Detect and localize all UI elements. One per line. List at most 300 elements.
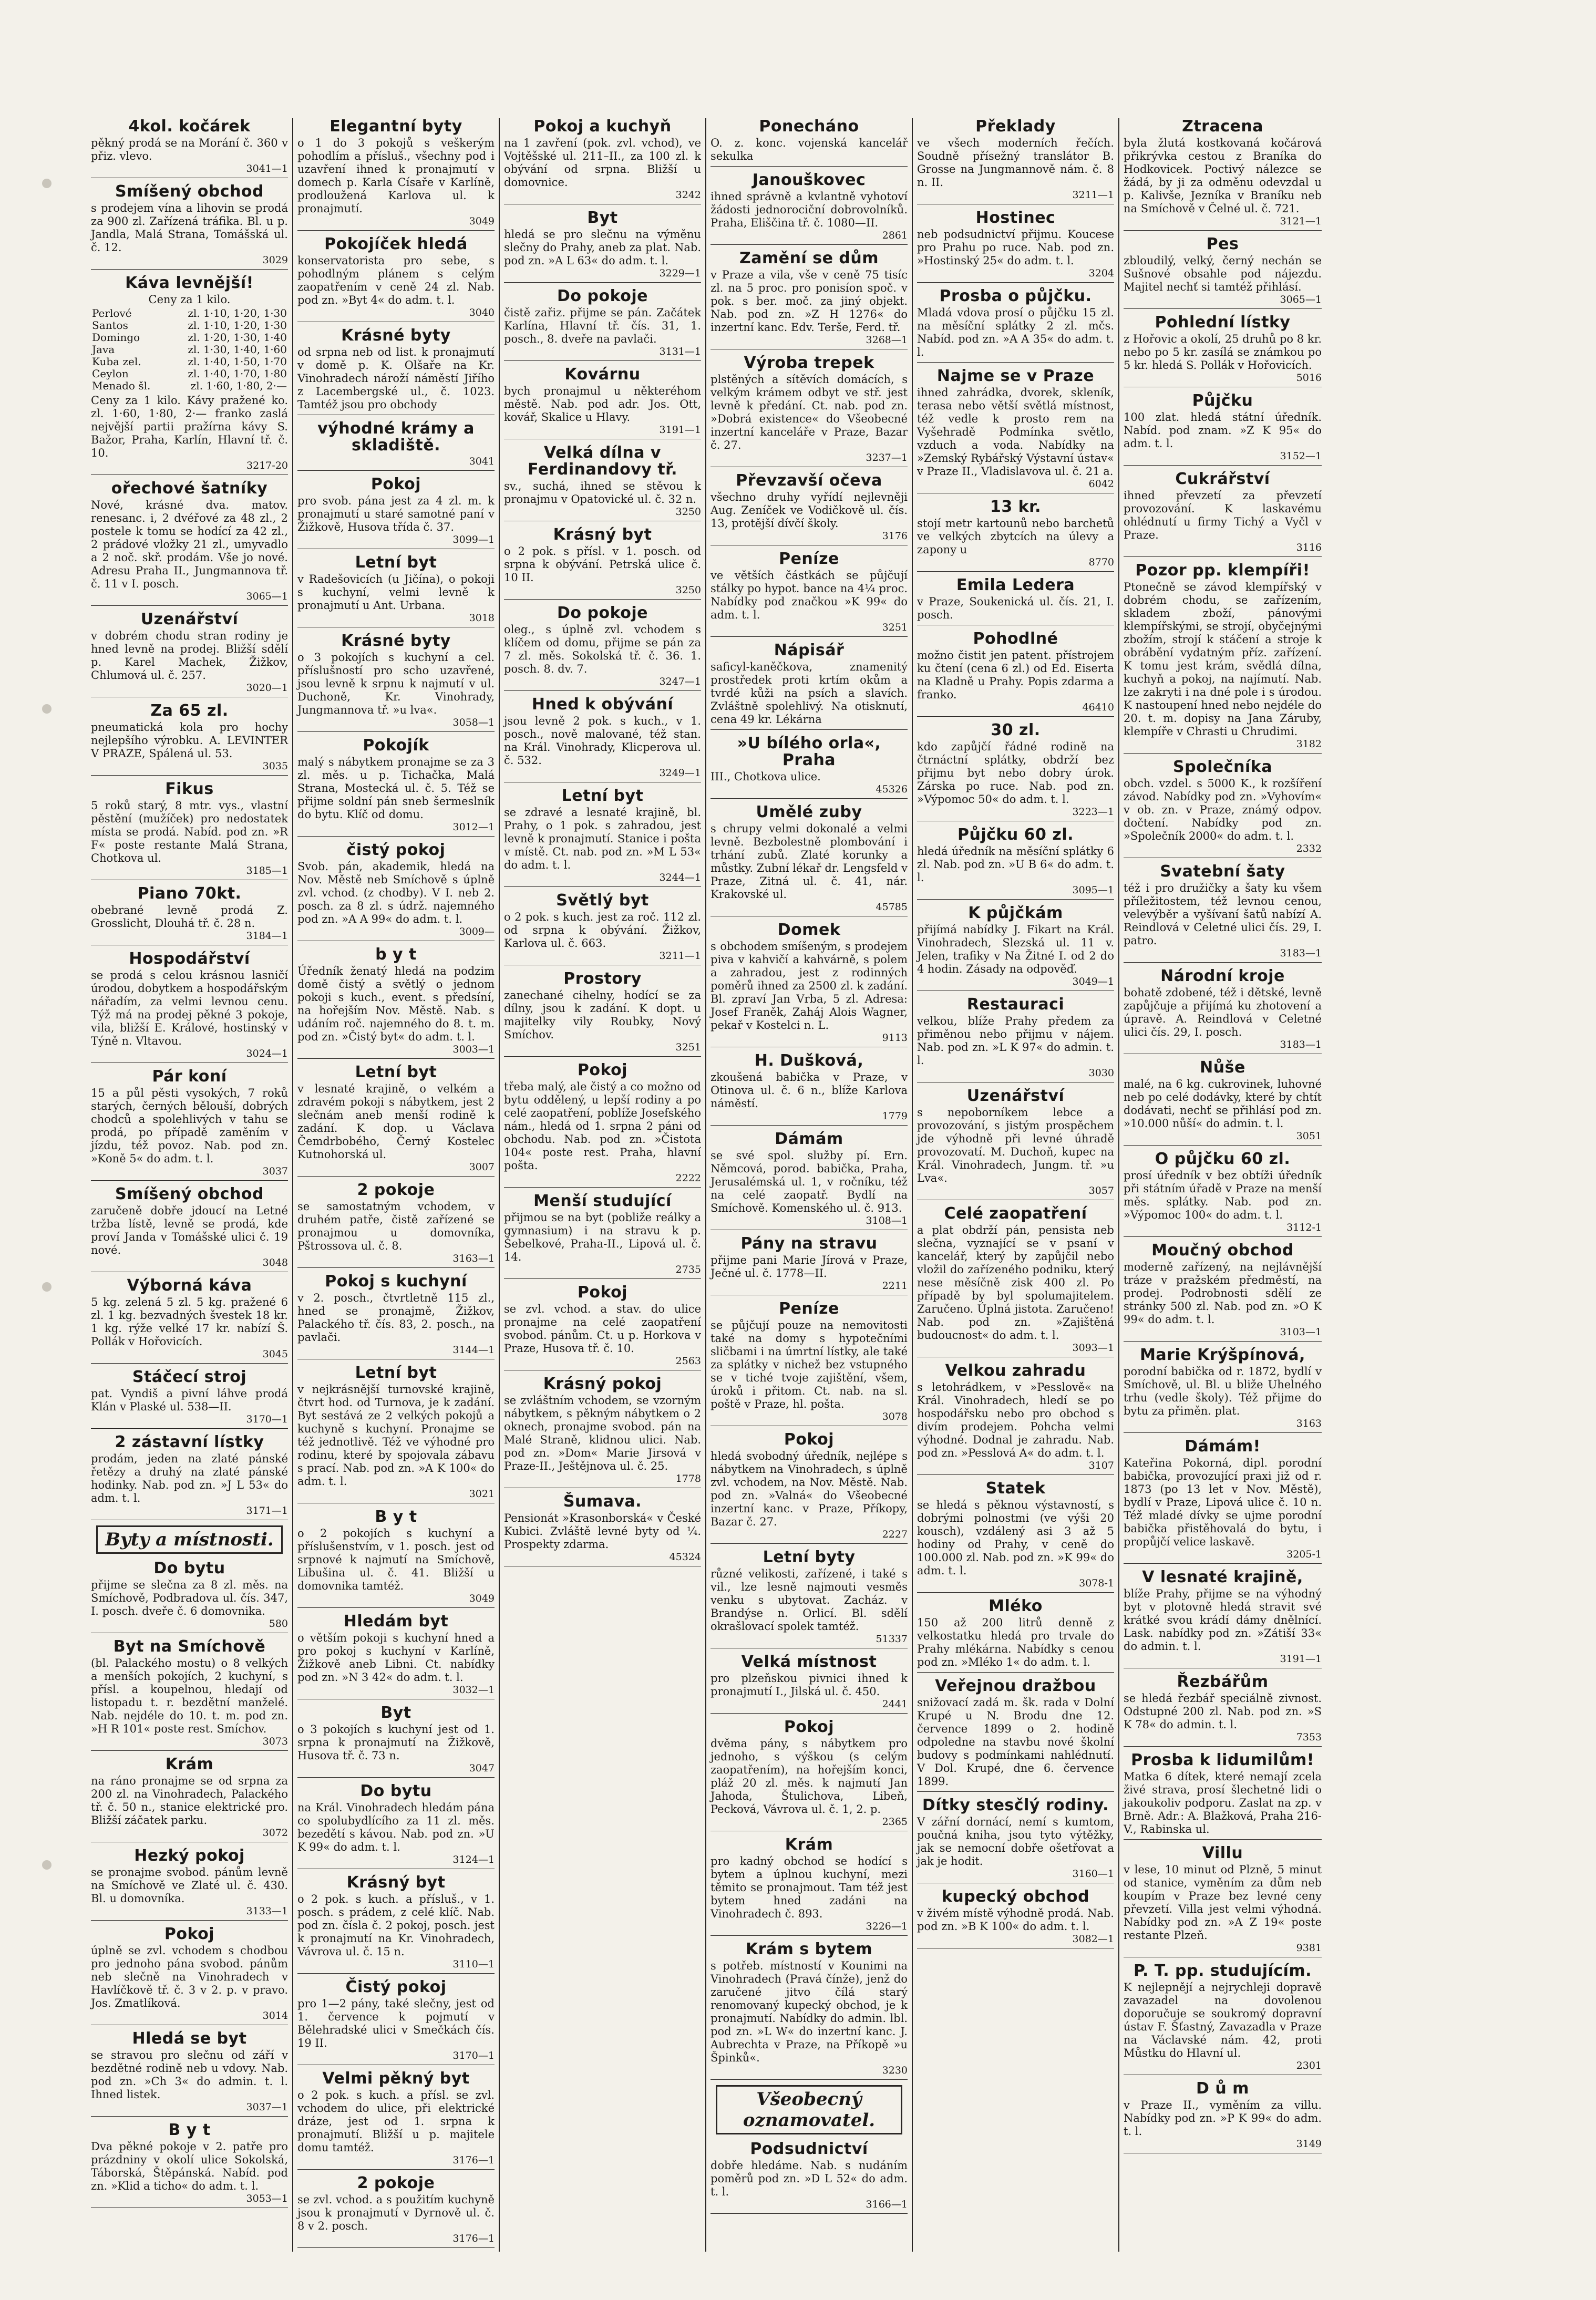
- ad-body: se své spol. služby pí. Ern. Němcová, porod. babička, Praha, Jerusalémská ul. 1, v ročníku, též na celé zaopatř. Bydlí na Smíchově. Komenského ul. č. 913.: [711, 1149, 908, 1214]
- ad-body: saficyl-kaněčkova, znamenitý prostředek proti krtím okům a tvrdé kůži na psích a slavích. Zvláštně spolehlivý. Na otisknutí, cena 49 kr. Lékárna: [711, 661, 908, 726]
- punch-hole: [42, 179, 52, 188]
- coffee-prices: zl. 1·40, 1·70, 1·80: [188, 367, 287, 380]
- classified-ad: [917, 1480, 1114, 1593]
- classified-ad: [711, 1941, 908, 2080]
- ad-heading: Velká místnost: [741, 1653, 877, 1671]
- ad-body: o 2 pok. s kuch. jest za roč. 112 zl. od srpna k obývání. Žižkov, Karlova ul. č. 663.: [504, 911, 701, 950]
- classified-ad: [297, 476, 495, 549]
- price-row: [91, 332, 288, 344]
- ad-body: se prodá s celou krásnou lasničí úrodou, dobytkem a hospodářským nářadím, za velmi levnou cenu. Týž má na prodej pěkné 3 pokoje, vila, bližší E. Králové, hostinský v Týně n. Vltavou.: [91, 969, 288, 1047]
- ad-reference-number: 3244—1: [659, 872, 701, 883]
- ad-reference-number: 2441: [882, 1698, 908, 1710]
- classified-ad: [297, 554, 495, 627]
- ad-heading: Pokoj: [164, 1925, 215, 1943]
- ad-heading: Moučný obchod: [1151, 1241, 1294, 1260]
- ad-reference-number: 3211—1: [1072, 189, 1114, 201]
- ad-body: se stravou pro slečnu od září v bezdětné rodině neb u vdovy. Nab. pod zn. »Ch 3« do admin. t. l. Ihned listek.: [91, 2049, 288, 2101]
- coffee-name: Ceylon: [92, 367, 129, 380]
- classified-ad: [91, 118, 288, 178]
- ad-body: pneumatická kola pro hochy nejlepšího výrobku. A. LEVINTER V PRAZE, Spálená ul. 53.: [91, 721, 288, 760]
- ad-reference-number: 3204: [1088, 267, 1114, 279]
- ad-reference-number: 3170—1: [452, 2050, 495, 2061]
- classified-ad: [711, 1654, 908, 1714]
- classified-ad: [297, 1365, 495, 1503]
- ad-reference-number: 3032—1: [452, 1684, 495, 1696]
- ad-body: jsou levně 2 pok. s kuch., v 1. posch., nově malované, též stan. na Král. Vinohrady, Klicperova ul. č. 532.: [504, 715, 701, 767]
- ad-body: moderně zařízený, na nejlávnější tráze v pražském předměstí, na prodej. Podrobnosti sdělí ze stránky 500 zl. Nab. pod zn. »O K 99« do adm. t. l.: [1124, 1261, 1322, 1326]
- ad-heading: Villu: [1202, 1844, 1243, 1862]
- ad-heading: Nůše: [1200, 1058, 1245, 1077]
- classified-ad: [91, 951, 288, 1063]
- classified-ad: [504, 1284, 701, 1370]
- classified-ad: [297, 2175, 495, 2248]
- classified-ad: [1124, 1347, 1322, 1433]
- ad-body: porodní babička od r. 1872, bydlí v Smíchově, ul. Bl. u bliže Uhelného trhu (vedle školy). Též přijme do bytu za přiměn. plat.: [1124, 1365, 1322, 1417]
- classified-ad: [297, 1273, 495, 1359]
- ad-body: pro 1—2 pány, také slečny, jest od 1. července k pojmutí v Bělehradské ulici v Smečkách čís. 19 II.: [297, 1997, 495, 2049]
- classified-ad: [297, 1064, 495, 1177]
- ad-reference-number: 3176: [882, 530, 908, 542]
- ad-body: O. z. konc. vojenská kancelář sekulka: [711, 137, 908, 162]
- ad-reference-number: 3183—1: [1280, 1039, 1322, 1050]
- classified-ad: [917, 1205, 1114, 1357]
- ad-body: plstěných a sítěvích domácích, s velkým krámem odbyt ve stř. jest levně k předání. Ct. nab. pod zn. »Dobrá existence« do Všeobecné inzertní kanceláře v Praze, Bazar č. 27.: [711, 373, 908, 451]
- ad-heading: b y t: [375, 945, 417, 964]
- ad-body: ihned správně a kvlantně vyhotoví žádosti jednorociční dobrovolníků. Praha, Eliščina tř. č. 1080—II.: [711, 190, 908, 229]
- ad-heading: Elegantní byty: [330, 118, 462, 136]
- ad-body: o 2 pok. s kuch. a přísluš., v 1. posch. s prádem, z celé klíč. Nab. pod zn. čísla č. 2 pokoj, posch. jest k pronajmutí na Kr. Vinohradech, Vávrova ul. č. 15 n.: [297, 1893, 495, 1958]
- classified-ad: [1124, 1438, 1322, 1564]
- classified-ad: [917, 996, 1114, 1082]
- ad-heading: Podsudnictví: [750, 2140, 868, 2158]
- ad-body: Matka 6 dítek, které nemají zcela živé strava, prosí šlechetné lidi o jakoukoliv podporu. Zaslat na zp. v Brně. Adr.: A. Blažková, Praha 216-V., Rabinska ul.: [1124, 1770, 1322, 1835]
- ad-reference-number: 3053—1: [246, 2193, 288, 2204]
- ad-reference-number: 3078-1: [1079, 1577, 1114, 1589]
- ad-heading: Statek: [985, 1479, 1046, 1498]
- ad-reference-number: 3024—1: [246, 1048, 288, 1059]
- ad-body: v Radešovicích (u Jičína), o pokoji s kuchyní, velmi levně k pronajmutí u Ant. Urbana.: [297, 573, 495, 612]
- ad-heading: Mléko: [989, 1597, 1043, 1615]
- classified-ad: [1124, 314, 1322, 387]
- coffee-prices: zl. 1·60, 1·80, 2·—: [190, 379, 287, 392]
- classified-ad: [711, 355, 908, 467]
- ad-reference-number: 3045: [262, 1348, 288, 1360]
- ad-heading: Letní byt: [355, 1364, 437, 1382]
- classified-ad: [1124, 471, 1322, 557]
- classified-ad: [1124, 1242, 1322, 1342]
- ad-reference-number: 3112-1: [1286, 1222, 1322, 1233]
- classified-ad: [91, 885, 288, 945]
- ad-reference-number: 3116: [1296, 542, 1322, 553]
- ad-heading: Fikus: [165, 780, 214, 798]
- ad-body: úplně se zvl. vchodem s chodbou pro jednoho pána svobod. pánům neb slečně na Vinohradech v Havlíčkově tř. č. 3 v 2. p. v pravo. Jos. Zmatlíková.: [91, 1944, 288, 2009]
- classified-ad: [91, 2030, 288, 2117]
- coffee-prices: zl. 1·10, 1·20, 1·30: [188, 319, 287, 332]
- ad-reference-number: 3170—1: [246, 1414, 288, 1425]
- ad-body: se zvl. vchod. a stav. do ulice pronajme na celé zaopatření svobod. pánům. Ct. u p. Horkova v Praze, Husova tř. č. 10.: [504, 1303, 701, 1355]
- classified-ad: [1124, 118, 1322, 231]
- ad-body: a plat obdrží pán, pensista neb slečna, vyznající se v psaní v kancelář, který by zapůjčil nebo vložil do zařízeného podniku, který nese měsíčně zisk 400 zl. Po případě by byl spolumajitelem. Zaručeno. Úplná jistota. Zaručeno! Nab. pod zn. »Zajištěná budoucnost« do adm. t. l.: [917, 1224, 1114, 1342]
- ad-reference-number: 3163: [1296, 1418, 1322, 1429]
- price-row: [91, 319, 288, 332]
- ad-reference-number: 3029: [262, 254, 288, 266]
- ad-body: konservatorista pro sebe, s pohodlným plánem s celým zaopatřením v ceně 24 zl. Nab. pod zn. »Byt 4« do adm. t. l.: [297, 254, 495, 306]
- ad-body: bych pronajmul u některéhom městě. Nab. pod adr. Jos. Ott, kovář, Skalice u Hlavy.: [504, 385, 701, 424]
- ad-body: s chrupy velmi dokonalé a velmi levně. Bezbolestně plombování i trhání zubů. Zlaté korunky a můstky. Zubní lékař dr. Lengsfeld v Praze, Zitná ul. č. 41, nár. Krakovské ul.: [711, 822, 908, 901]
- ad-body: v 2. posch., čtvrtletně 115 zl., hned se pronajmě, Žižkov, Palackého tř. čís. 83, 2. posch., na pavlači.: [297, 1292, 495, 1344]
- classified-ad: [711, 1235, 908, 1295]
- ad-body: též i pro družičky a šaty ku všem příležitostem, též levnou cenou, velevýběr a vyšívaní šatů nabízí A. Reindlová v Celetné ulici čís. 29, I. patro.: [1124, 882, 1322, 947]
- ad-reference-number: 3185—1: [246, 865, 288, 876]
- coffee-name: Menado šl.: [92, 379, 151, 392]
- ad-heading: Pokojíček hledá: [324, 235, 468, 253]
- ad-body: od srpna neb od list. k pronajmutí v domě p. K. Olšaře na Kr. Vinohradech nároží náměstí Jiřího z Lacembergské ul., č. 1023. Tamtéž jsou pro obchody: [297, 346, 495, 411]
- ad-heading: Celé zaopatření: [944, 1204, 1087, 1223]
- ad-body: v Praze II., vyměním za villu. Nabídky pod zn. »P K 99« do adm. t. l.: [1124, 2099, 1322, 2138]
- ad-reference-number: 1778: [675, 1473, 701, 1484]
- ad-reference-number: 3205-1: [1286, 1549, 1322, 1560]
- ad-body: Ceny za 1 kilo. Kávy pražené ko. zl. 1·60, 1·80, 2·— franko zaslá nejvější partii pražírna kávy S. Bažor, Praha, Karlín, Hlavní tř. č. 10.: [91, 394, 288, 459]
- classified-ad: [91, 183, 288, 270]
- ad-body: hledá úředník na měsíční splátky 6 zl. Nab. pod zn. »U B 6« do adm. t. l.: [917, 845, 1114, 884]
- ad-heading: Veřejnou dražbou: [935, 1677, 1096, 1695]
- ad-reference-number: 2301: [1296, 2060, 1322, 2071]
- classified-ad: [297, 1979, 495, 2065]
- ad-heading: Uzenářství: [966, 1087, 1065, 1105]
- ad-reference-number: 3058—1: [452, 717, 495, 728]
- classified-ad: [91, 275, 288, 475]
- ad-body: se zdravé a lesnaté krajině, bl. Prahy, o 1 pok. s zahradou, jest levně k pronajmutí. Stanice i pošta v místě. Ct. nab. pod zn. »M L 53« do adm. t. l.: [504, 806, 701, 871]
- punch-hole: [42, 704, 52, 714]
- ad-heading: Prostory: [563, 969, 642, 988]
- classified-ad: [297, 1182, 495, 1268]
- ad-body: hledá se pro slečnu na výměnu slečny do Prahy, aneb za plat. Nab. pod zn. »A L 63« do adm. t. l.: [504, 228, 701, 267]
- classified-ad: [297, 1874, 495, 1974]
- ad-reference-number: 3182: [1296, 738, 1322, 750]
- ad-reference-number: 2365: [882, 1816, 908, 1828]
- classified-ad: [711, 1549, 908, 1648]
- ad-body: přijmou se na byt (pobliže reálky a gymnasium) i na stravu k p. Šebelkové, Praha-II., Lipová ul. č. 14.: [504, 1211, 701, 1263]
- ad-heading: Janouškovec: [752, 171, 866, 189]
- ad-heading: Nápisář: [774, 641, 845, 659]
- price-row: [91, 356, 288, 368]
- ad-heading: K půjčkám: [968, 904, 1063, 922]
- ad-body: z Hořovic a okolí, 25 druhů po 8 kr. nebo po 5 kr. zasílá se známkou po 5 kr. hledá S. Pollák v Hořovicích.: [1124, 333, 1322, 372]
- classified-ad: [91, 2122, 288, 2208]
- ad-reference-number: 580: [269, 1618, 288, 1629]
- ad-reference-number: 3176—1: [452, 2233, 495, 2244]
- classified-ad: [504, 288, 701, 361]
- ad-heading: Restauraci: [966, 995, 1065, 1014]
- ad-heading: Káva levnější!: [125, 274, 254, 292]
- column-4: [706, 118, 913, 2252]
- ad-heading: Uzenářství: [140, 610, 239, 628]
- ad-body: o 2 pok. s kuch. a přísl. se zvl. vchodem do ulice, při elektrické dráze, jest od 1. srpna k pronajmutí. Bližší u p. majitele domu tamtéž.: [297, 2089, 495, 2154]
- classified-ad: [711, 250, 908, 349]
- ad-body: neb podsudnictví přijmu. Koucese pro Prahu po ruce. Nab. pod zn. »Hostinský 25« do adm. t. l.: [917, 228, 1114, 267]
- classified-ad: [297, 1613, 495, 1699]
- ad-body: různé velikosti, zařízené, i také s vil., lze lesně najmouti vesměs venku s ubytovat. Zacház. v Brandýse n. Orlicí. Bl. sdělí okrašlovací spolek tamtéž.: [711, 1567, 908, 1633]
- classified-ad: [711, 551, 908, 637]
- classified-ad: [297, 946, 495, 1059]
- ad-reference-number: 3040: [469, 307, 495, 318]
- ad-body: bohatě zdobené, též i dětské, levně zapůjčuje a přijímá ku zhotovení a úpravě. A. Reindlová v Celetné ulici čís. 29, I. posch.: [1124, 986, 1322, 1038]
- ad-reference-number: 3249—1: [659, 767, 701, 779]
- classified-ad: [711, 1053, 908, 1126]
- ad-body: Úředník ženatý hledá na podzim domě čistý a světlý o jednom pokoji s kuch., event. s předsíní, na hořejším Nov. Městě. Nab. s udáním roč. najemného do 8. t. m. pod zn. »Čistý byt« do adm. t. l.: [297, 965, 495, 1043]
- ad-body: zanechané cihelny, hodící se za dílny, jsou k zadání. K dopt. u majitelky vily Roubky, Nový Smíchov.: [504, 989, 701, 1041]
- ad-reference-number: 3012—1: [452, 821, 495, 833]
- ad-reference-number: 3184—1: [246, 930, 288, 942]
- ad-reference-number: 3095—1: [1072, 884, 1114, 896]
- price-row: [91, 307, 288, 319]
- classified-ad: [917, 577, 1114, 625]
- classified-ad: [917, 1598, 1114, 1673]
- ad-heading: Letní byt: [355, 553, 437, 572]
- classified-ad: [1124, 2080, 1322, 2153]
- classified-ad: [917, 905, 1114, 991]
- ad-heading: Byt: [587, 209, 618, 227]
- ad-heading: Krám s bytem: [745, 1940, 873, 1958]
- ad-body: na 1 zavření (pok. zvl. vchod), ve Vojtěšské ul. 211–II., za 100 zl. k obývání od srpna. Bližší u domovnice.: [504, 137, 701, 189]
- ad-body: hledá svobodný úředník, nejlépe s nábytkem na Vinohradech, s úplně zvl. vchodem, na Nov. Městě. Nab. pod zn. »Valná« do Všeobecné inzertní kanc. v Praze, Příkopy, Bazar č. 27.: [711, 1450, 908, 1528]
- ad-heading: Světlý byt: [556, 891, 649, 910]
- ad-reference-number: 3242: [675, 189, 701, 201]
- ad-heading: Cukrářství: [1175, 470, 1270, 488]
- ad-body: přijme pani Marie Jírová v Praze, Ječné ul. č. 1778—II.: [711, 1254, 908, 1280]
- ad-heading: Pozor pp. klempíři!: [1135, 561, 1310, 580]
- classified-ad: [711, 1301, 908, 1426]
- ad-heading: Výroba trepek: [744, 354, 874, 372]
- classified-ad: [917, 118, 1114, 204]
- coffee-name: Kuba zel.: [92, 355, 141, 368]
- classified-ad: [1124, 1674, 1322, 1747]
- classified-columns: [87, 118, 1535, 2252]
- classified-ad: [91, 781, 288, 880]
- ad-heading: 13 kr.: [990, 498, 1042, 516]
- classified-ad: [1124, 1752, 1322, 1840]
- ad-heading: 2 pokoje: [357, 2174, 435, 2192]
- ad-heading: Pár koní: [152, 1067, 227, 1086]
- ad-heading: Emila Ledera: [956, 576, 1075, 594]
- ad-body: ve všech moderních řečích. Soudně přísežný translátor B. Grosse na Jungmannově nám. č. 8 n. II.: [917, 137, 1114, 189]
- ad-heading: Byt: [380, 1704, 411, 1722]
- ad-heading: P. T. pp. studujícím.: [1133, 1962, 1312, 1980]
- page-margin-holes: [42, 21, 63, 2281]
- ad-heading: Pány na stravu: [740, 1234, 878, 1253]
- classified-ad: [1124, 1151, 1322, 1237]
- classified-ad: [711, 1431, 908, 1544]
- ad-reference-number: 3073: [262, 1736, 288, 1747]
- ad-heading: Piano 70kt.: [137, 884, 242, 903]
- ad-heading: Prosba k lidumilům!: [1131, 1751, 1314, 1769]
- classified-ad: [917, 368, 1114, 493]
- ad-reference-number: 3065—1: [246, 591, 288, 602]
- classified-ad: [711, 642, 908, 730]
- ad-heading: Půjčku 60 zl.: [957, 826, 1074, 844]
- ad-reference-number: 3099—1: [452, 534, 495, 545]
- ad-heading: Velká dílna v Ferdinandovy tř.: [527, 444, 678, 479]
- classified-ad: [91, 1434, 288, 1520]
- classified-ad: [504, 366, 701, 439]
- ad-body: o 1 do 3 pokojů s veškerým pohodlím a přísluš., všechny pod i uzavření ihned k pronajmutí v domech p. Karla Císaře v Karlíně, prodloužená Karlova ul. k pronajmutí.: [297, 137, 495, 215]
- ad-reference-number: 51337: [876, 1633, 908, 1645]
- classified-ad: [711, 735, 908, 799]
- ad-heading: Za 65 zl.: [150, 702, 229, 720]
- classified-ad: [297, 2070, 495, 2170]
- ad-reference-number: 3014: [262, 2010, 288, 2021]
- ad-heading: Letní byty: [763, 1548, 856, 1566]
- ad-heading: Do bytu: [360, 1782, 432, 1800]
- classified-ad: [917, 827, 1114, 900]
- ad-reference-number: 3037—1: [246, 2101, 288, 2113]
- ad-body: Dva pěkné pokoje v 2. patře pro prázdniny v okolí ulice Sokolská, Táborská, Štěpánská. Nabíd. pod zn. »Klid a ticho« do adm. t. l.: [91, 2140, 288, 2192]
- ad-heading: Menší studující: [533, 1192, 672, 1210]
- classified-ad: [1124, 1059, 1322, 1146]
- ad-body: K nejlepnějí a nejrychleji dopravě zavazadel na dovolenou doporučuje se soukromý dopravní ústav F. Šťastný, Zavazadla v Praze na Václavské nám. 42, proti Můstku do Hlavní ul.: [1124, 1981, 1322, 2059]
- classified-ad: [504, 1062, 701, 1188]
- ad-body: ihned zahrádka, dvorek, skleník, terasa nebo větší světlá místnost, též vedle k prosto rem na Vyšehradě Podmínka světlo, vzduch a voda. Nabídky na »Zemský Rybářský Výstavní ústav« v Praze II., Vladislavova ul. č. 21 a.: [917, 386, 1114, 478]
- ad-reference-number: 3229—1: [659, 267, 701, 279]
- classified-ad: [917, 1088, 1114, 1200]
- classified-ad: [91, 703, 288, 776]
- ad-reference-number: 3149: [1296, 2138, 1322, 2150]
- classified-ad: [1124, 863, 1322, 963]
- section-heading: Byty a místnosti.: [96, 1525, 283, 1554]
- ad-body: o 3 pokojích s kuchyní a cel. příslušností pro scho uzavřené, jsou levně k srpnu k najmutí v ul. Duchoně, Kr. Vinohrady, Jungmannova tř. »u lva«.: [297, 651, 495, 716]
- ad-reference-number: 3037: [262, 1166, 288, 1177]
- ad-heading: kupecký obchod: [941, 1888, 1090, 1906]
- ad-reference-number: 3152—1: [1280, 450, 1322, 462]
- ad-reference-number: 3183—1: [1280, 947, 1322, 959]
- classified-ad: [297, 1783, 495, 1869]
- ad-heading: Pokoj s kuchyní: [325, 1272, 467, 1291]
- classified-ad: [711, 1719, 908, 1831]
- ad-body: 15 a půl pěsti vysokých, 7 roků starých, černých bělouší, dobrých chodců a spolehlivých v tahu se prodá, po případě zaměním v jízdu, též povoz. Nab. pod zn. »Koně 5« do adm. t. l.: [91, 1087, 288, 1165]
- ad-body: blíže Prahy, přijme se na výhodný byt v plotovně hledá stravit své krátké svou krádí dámy dnělnící. Lask. nabídky pod zn. »Zátiší 33« do admin. t. l.: [1124, 1587, 1322, 1653]
- ad-reference-number: 3250: [675, 584, 701, 596]
- ad-reference-number: 2735: [675, 1264, 701, 1275]
- ad-reference-number: 3176—1: [452, 2154, 495, 2166]
- price-table-intro: Ceny za 1 kilo.: [148, 293, 231, 306]
- classified-ad: [711, 172, 908, 245]
- ad-body: o 2 pokojích s kuchyní a příslušenstvím, v 1. posch. jest od srpnové k najmutí na Smíchově, Libušina ul. č. 41. Bližší u domovnika tamtéž.: [297, 1527, 495, 1592]
- ad-reference-number: 6042: [1088, 478, 1114, 490]
- ad-reference-number: 7353: [1296, 1731, 1322, 1743]
- coffee-name: Domingo: [92, 331, 140, 344]
- ad-body: s nepoborníkem lebce a provozování, s jistým prospěchem jde výhodně při levné úhradě provozovatí. M. Duchoň, kupec na Král. Vinohradech, Jungm. tř. »u Lva«.: [917, 1106, 1114, 1184]
- ad-body: snižovací zadá m. šk. rada v Dolní Krupé u N. Brodu dne 12. července 1899 o 2. hodině odpoledne na stavbu nové školní budovy s podmínkami nahlédnutí. V Dol. Krupé, dne 6. července 1899.: [917, 1696, 1114, 1788]
- classified-ad: [91, 480, 288, 606]
- ad-heading: Řezbářům: [1177, 1673, 1269, 1691]
- ad-reference-number: 3093—1: [1072, 1342, 1114, 1354]
- ad-reference-number: 9381: [1296, 1942, 1322, 1954]
- classified-ad: [504, 971, 701, 1057]
- ad-heading: Byt na Smíchově: [113, 1637, 266, 1656]
- ad-heading: Do pokoje: [557, 604, 648, 622]
- ad-body: 150 až 200 litrů denně z velkostatku hledá pro trvale do Prahy mlékárna. Nabídky s cenou pod zn. »Mléko 1« do adm. t. l.: [917, 1616, 1114, 1668]
- ad-heading: Pohlední lístky: [1155, 313, 1291, 332]
- ad-reference-number: 3049—1: [1072, 976, 1114, 987]
- ad-body: v Praze a vila, vše v ceně 75 tisíc zl. na 5 proc. pro ponisíon spoč. v pok. s ber. moč. za jiný objekt. Nab. pod zn. »Z H 1276« do inzertní kanc. Edv. Terše, Ferd. tř.: [711, 269, 908, 334]
- ad-body: s potřeb. místností v Kounimi na Vinohradech (Pravá čínže), jenž do zaručené jitvo čílá starý renomovaný kupecký obchod, je k pronajmutí. Nabídky do admin. lbl. pod zn. »L W« do inzertní kanc. J. Aubrechta v Praze, na Příkopě »u Špinků«.: [711, 1959, 908, 2064]
- ad-body: zaručeně dobře jdoucí na Letné tržba lístě, levně se prodá, kde proví Janda v Tomášské ulici č. 19 nové.: [91, 1204, 288, 1256]
- ad-reference-number: 3035: [262, 760, 288, 772]
- coffee-name: Perlové: [92, 307, 132, 319]
- classified-ad: [91, 1186, 288, 1272]
- ad-body: s letohrádkem, v »Pesslově« na Král. Vinohradech, hledí se po hospodářsku nebo pro obchod s divím prodejem. Pohcha velmi výhodné. Dodnal je zahradu. Nab. pod zn. »Pesslová A« do adm. t. l.: [917, 1381, 1114, 1459]
- classified-ad: [711, 472, 908, 545]
- coffee-prices: zl. 1·10, 1·20, 1·30: [188, 307, 287, 319]
- classified-ad: [91, 611, 288, 697]
- ad-heading: Výborná káva: [127, 1276, 252, 1295]
- ad-body: prosí úředník v bez obtíži úředník při státním úřadě v Praze na menší měs. splátky. Nab. pod zn. »Výpomoc 100« do adm. t. l.: [1124, 1169, 1322, 1221]
- classified-ad: [917, 288, 1114, 363]
- ad-heading: Dámám: [775, 1130, 843, 1148]
- ad-heading: Pokojík: [363, 736, 429, 755]
- ad-heading: 4kol. kočárek: [128, 118, 251, 136]
- ad-body: obebrané levně prodá Z. Grosslicht, Dlouhá tř. č. 28 n.: [91, 904, 288, 930]
- ad-reference-number: 3078: [882, 1411, 908, 1422]
- ad-reference-number: 3048: [262, 1257, 288, 1268]
- classified-ad: [917, 499, 1114, 572]
- ad-body: 5 roků starý, 8 mtr. vys., vlastní pěstění (mužíček) pro nedostatek místa se prodá. Nabíd. pod zn. »R F« poste restante Malá Strana, Chotkova ul.: [91, 799, 288, 864]
- classified-ad: [504, 696, 701, 782]
- ad-reference-number: 3103—1: [1280, 1326, 1322, 1338]
- ad-body: v lese, 10 minut od Plzně, 5 minut od stanice, vyměním za dům neb koupím v Praze bez levné ceny převzetí. Villa jest velmi výhodná. Nabídky pod zn. »A Z 19« poste restante Plzeň.: [1124, 1863, 1322, 1942]
- ad-body: sv., suchá, ihned se stěvou k pronajmu v Opatovické ul. č. 32 n.: [504, 480, 701, 506]
- ad-heading: Pokoj a kuchyň: [533, 118, 672, 136]
- ad-body: v Praze, Soukenická ul. čís. 21, I. posch.: [917, 595, 1114, 621]
- ad-reference-number: 3020—1: [246, 682, 288, 694]
- classified-ad: [91, 1638, 288, 1751]
- ad-heading: Pokoj: [784, 1430, 835, 1449]
- ad-body: V zářní dornácí, nemí s kumtom, poučná kniha, jsou tyto výtěžky, jak se nemocní dobře ošetřovat a jak je hodit.: [917, 1816, 1114, 1868]
- ad-body: se hledá s pěknou výstavností, s dobrými polnostmi (ve výši 20 kousch), vzdálený asi 3 až 5 hodiny od Prahy, v ceně do 100.000 zl. Nab. pod zn. »K 99« do adm. t. l.: [917, 1499, 1114, 1577]
- ad-heading: Najme se v Praze: [936, 367, 1095, 385]
- ad-heading: Ponecháno: [759, 118, 859, 136]
- ad-reference-number: 45326: [876, 783, 908, 795]
- ad-body: přijme se slečna za 8 zl. měs. na Smíchově, Podbradova ul. čís. 347, I. posch. dveře č. 6 domovnika.: [91, 1579, 288, 1617]
- section-heading: Všeobecný oznamovatel.: [716, 2085, 902, 2134]
- classified-ad: [504, 210, 701, 283]
- column-3: [500, 118, 706, 2252]
- ad-reference-number: 3191—1: [1280, 1653, 1322, 1665]
- ad-body: Nové, krásné dva. matov. renesanc. i, 2 dvéřové za 48 zl., 2 postele k tomu se hodící za 42 zl., 2 prádové vložky 21 zl., umyvadlo a 2 noč. skř. prodám. Vše jo nové. Adresu Praha II., Jungmannova tř. č. 11 v I. posch.: [91, 499, 288, 590]
- ad-heading: H. Dušková,: [754, 1051, 864, 1070]
- ad-heading: D ů m: [1196, 2079, 1249, 2098]
- ad-reference-number: 3003—1: [452, 1044, 495, 1055]
- ad-reference-number: 3107: [1088, 1460, 1114, 1471]
- ad-body: všechno druhy vyřídí nejlevněji Aug. Zeníček ve Vodičkově ul. čís. 13, protější dívčí školy.: [711, 491, 908, 530]
- classified-ad: [917, 1678, 1114, 1792]
- classified-ad: [1124, 759, 1322, 858]
- ad-body: v nejkrásnější turnovské krajině, čtvrt hod. od Turnova, je k zadání. Byt sestává ze 2 velkých pokojů a kuchyně s kuchyní. Pronajme se též jednotlivě. Též ve výhodné pro rodinu, které by spojovala zábavu s prací. Nab. pod zn. »A K 100« do adm. t. l.: [297, 1383, 495, 1488]
- classified-ad: [91, 1277, 288, 1364]
- ad-body: se zvláštním vchodem, se vzorným nábytkem, s pěkným nábytkem o 2 oknech, pronajme svobod. pán na Malé Straně, klidnou ulici. Nab. pod zn. »Dom« Marie Jirsová v Praze-II., Ještějnova ul. č. 25.: [504, 1394, 701, 1472]
- classified-ad: [711, 2141, 908, 2214]
- punch-hole: [42, 1282, 52, 1292]
- ad-reference-number: 2211: [882, 1280, 908, 1292]
- ad-heading: B y t: [375, 1508, 417, 1526]
- ad-reference-number: 3250: [675, 506, 701, 518]
- ad-body: o větším pokoji s kuchyní hned a pro pokoj s kuchyní v Karlíně, Žižkově aneb Libni. Ct. nabídky pod zn. »N 3 42« do adm. t. l.: [297, 1632, 495, 1684]
- ad-heading: Marie Krýšpínová,: [1140, 1346, 1305, 1364]
- ad-body: na ráno pronajme se od srpna za 200 zl. na Vinohradech, Palackého tř. č. 50 n., stanice elektrické pro. Bližší záčatek parku.: [91, 1775, 288, 1827]
- ad-body: byla žlutá kostkovaná kočárová přikrývka cestou z Braníka do Hodkovicek. Poctivý nálezce se žádá, by ji za odměnu odevzdal u p. Kalivše, Jezníka v Braníku neb na Smíchově v Čelné ul. č. 721.: [1124, 137, 1322, 215]
- ad-heading: Pokoj: [784, 1718, 835, 1736]
- ad-heading: Peníze: [779, 1299, 839, 1318]
